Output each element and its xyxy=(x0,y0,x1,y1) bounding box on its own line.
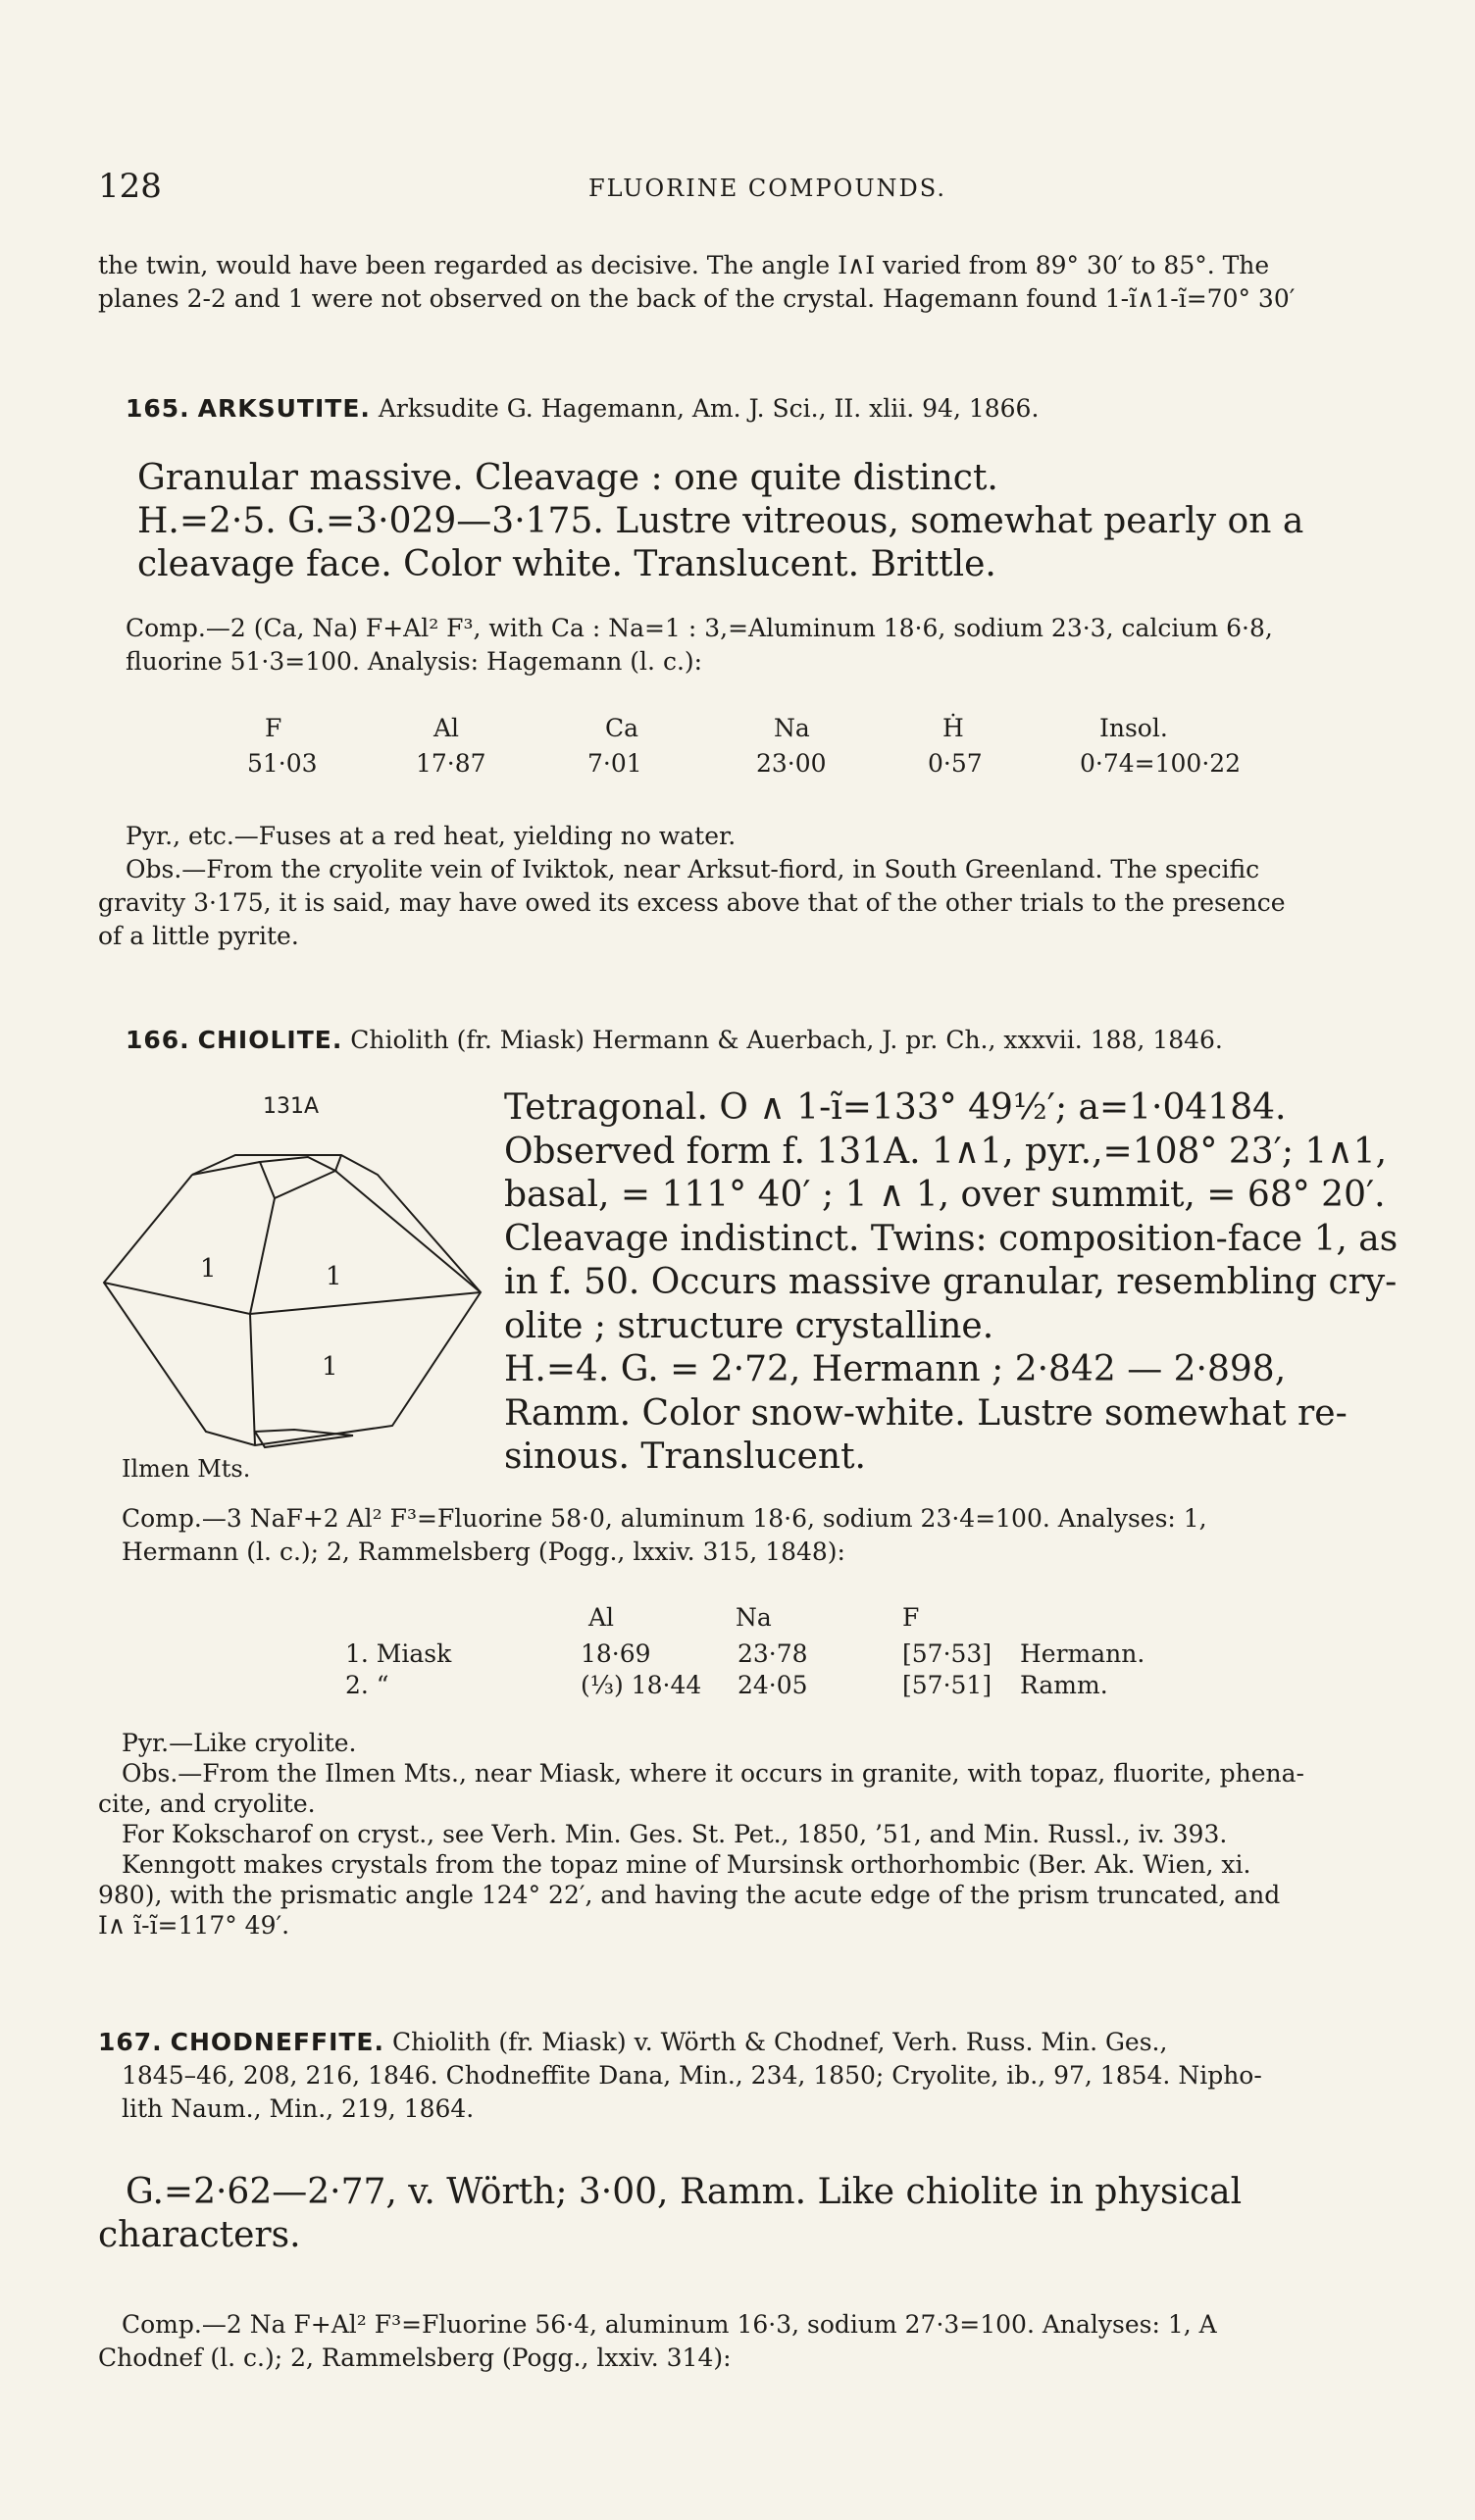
mineral-name: CHIOLITE. xyxy=(197,1026,343,1054)
text-line: H.=2·5. G.=3·029—3·175. Lustre vitreous, somewhat pearly on a xyxy=(137,501,1304,541)
column-header: Ḣ xyxy=(942,713,964,742)
table-cell: (⅓) 18·44 xyxy=(581,1670,702,1699)
text-line: Cleavage indistinct. Twins: composition-face 1, as xyxy=(504,1218,1399,1259)
arksutite-analysis-values xyxy=(247,749,1241,778)
chiolite-description xyxy=(504,1086,1446,1480)
text-line: 1845–46, 208, 216, 1846. Chodneffite Dana, Min., 234, 1850; Cryolite, ib., 97, 1854. Nipho- xyxy=(122,2061,1262,2090)
column-header: Na xyxy=(736,1602,772,1632)
table-cell: 18·69 xyxy=(581,1638,651,1668)
text-line: olite ; structure crystalline. xyxy=(504,1305,994,1346)
column-header xyxy=(345,1598,588,1636)
section-number: 167. xyxy=(98,2028,163,2056)
table-cell: 0·74=100·22 xyxy=(1080,749,1242,778)
face-label: 1 xyxy=(200,1254,217,1284)
mineral-name: ARKSUTITE. xyxy=(197,394,371,423)
table-row xyxy=(345,1638,1144,1669)
text-line: Comp.—2 Na F+Al² F³=Fluorine 56·4, aluminum 16·3, sodium 27·3=100. Analyses: 1, A xyxy=(122,2310,1217,2339)
section-heading-chiolite xyxy=(126,1024,1223,1057)
heading-reference: Chiolith (fr. Miask) v. Wörth & Chodnef, Verh. Russ. Min. Ges., xyxy=(391,2028,1168,2056)
text-line: I∧ ĩ-ĩ=117° 49′. xyxy=(98,1911,290,1940)
text-line: in f. 50. Occurs massive granular, resembling cry- xyxy=(504,1262,1398,1302)
table-cell: [57·51] xyxy=(902,1670,992,1699)
text-line: Ramm. Color snow-white. Lustre somewhat re- xyxy=(504,1392,1348,1434)
table-cell: Hermann. xyxy=(1020,1638,1145,1668)
mineral-name: CHODNEFFITE. xyxy=(170,2028,385,2056)
table-cell: 23·78 xyxy=(738,1638,808,1668)
table-cell: [57·53] xyxy=(902,1638,992,1668)
crystal-edge xyxy=(250,1314,255,1445)
text-line: For Kokscharof on cryst., see Verh. Min. Ges. St. Pet., 1850, ’51, and Min. Russl., iv. 393. xyxy=(122,1820,1228,1848)
column-header: Al xyxy=(588,1602,615,1632)
figure-label: 131A xyxy=(263,1094,320,1119)
section-number: 165. xyxy=(126,394,190,423)
figure-caption: Ilmen Mts. xyxy=(122,1455,251,1483)
text-line: Observed form f. 131A. 1∧1, pyr.,=108° 23′; 1∧1, xyxy=(504,1131,1388,1172)
table-cell: 1. Miask xyxy=(345,1638,452,1668)
table-cell: 17·87 xyxy=(416,749,486,778)
text-line: Obs.—From the cryolite vein of Iviktok, near Arksut-fiord, in South Greenland. The specific xyxy=(126,855,1260,883)
table-row xyxy=(345,1669,1144,1700)
arksutite-description xyxy=(137,457,1451,586)
text-line: Hermann (l. c.); 2, Rammelsberg (Pogg., lxxiv. 315, 1848): xyxy=(122,1537,845,1566)
column-header: Insol. xyxy=(1099,713,1168,742)
table-cell: Ramm. xyxy=(1020,1670,1108,1699)
chiolite-analysis-rows xyxy=(345,1638,1144,1700)
face-label: 1 xyxy=(326,1262,342,1291)
column-header: F xyxy=(265,713,282,742)
text-line: basal, = 111° 40′ ; 1 ∧ 1, over summit, = 68° 20′. xyxy=(504,1175,1386,1215)
running-title: FLUORINE COMPOUNDS. xyxy=(588,175,946,202)
face-label: 1 xyxy=(322,1352,338,1382)
text-line: lith Naum., Min., 219, 1864. xyxy=(122,2094,475,2123)
heading-reference: Chiolith (fr. Miask) Hermann & Auerbach, J. pr. Ch., xxxvii. 188, 1846. xyxy=(350,1026,1223,1054)
arksutite-notes xyxy=(98,820,1440,953)
chodneffite-composition xyxy=(98,2308,1451,2375)
text-line: G.=2·62—2·77, v. Wörth; 3·00, Ramm. Like chiolite in physical xyxy=(126,2172,1243,2212)
text-line: cite, and cryolite. xyxy=(98,1789,316,1818)
text-line: 980), with the prismatic angle 124° 22′, and having the acute edge of the prism truncated, and xyxy=(98,1881,1281,1909)
table-cell: 24·05 xyxy=(738,1670,808,1699)
column-header: Ca xyxy=(605,713,639,742)
table-cell: 2. “ xyxy=(345,1670,389,1699)
text-line: H.=4. G. = 2·72, Hermann ; 2·842 — 2·898, xyxy=(504,1349,1287,1389)
crystal-edge xyxy=(250,1198,275,1314)
text-line: the twin, would have been regarded as decisive. The angle I∧I varied from 89° 30′ to 85°. The xyxy=(98,251,1270,279)
text-line: planes 2-2 and 1 were not observed on the back of the crystal. Hagemann found 1-ĩ∧1-ĩ=70° 30′ xyxy=(98,284,1296,313)
pyr-text: Pyr.—Like cryolite. xyxy=(122,1729,357,1757)
text-line: fluorine 51·3=100. Analysis: Hagemann (l. c.): xyxy=(126,647,703,676)
section-heading-chodneffite xyxy=(98,2026,1451,2126)
text-line: sinous. Translucent. xyxy=(504,1436,866,1477)
column-header: Al xyxy=(433,713,460,742)
section-heading-arksutite xyxy=(126,392,1039,426)
section-number: 166. xyxy=(126,1026,190,1054)
intro-text xyxy=(98,249,1432,316)
chiolite-notes xyxy=(98,1728,1446,1940)
crystal-edge xyxy=(335,1171,481,1292)
text-line: of a little pyrite. xyxy=(98,922,299,950)
chodneffite-description xyxy=(98,2171,1451,2257)
column-header: Na xyxy=(774,713,810,742)
table-cell: 23·00 xyxy=(756,749,827,778)
text-line: Comp.—2 (Ca, Na) F+Al² F³, with Ca : Na=1 : 3,=Aluminum 18·6, sodium 23·3, calcium 6·8, xyxy=(126,614,1273,642)
table-cell: 51·03 xyxy=(247,749,318,778)
crystal-edge xyxy=(104,1283,250,1314)
chiolite-analysis-table xyxy=(345,1598,919,1636)
crystal-top-face xyxy=(260,1157,335,1198)
text-line: characters. xyxy=(98,2215,301,2255)
table-cell: 0·57 xyxy=(928,749,983,778)
text-line: gravity 3·175, it is said, may have owed its excess above that of the other trials to the presence xyxy=(98,888,1286,917)
text-line: Tetragonal. O ∧ 1-ĩ=133° 49½′; a=1·04184. xyxy=(504,1087,1287,1128)
page-number: 128 xyxy=(98,167,162,206)
text-line: Obs.—From the Ilmen Mts., near Miask, where it occurs in granite, with topaz, fluorite, phena- xyxy=(122,1759,1304,1788)
chiolite-composition xyxy=(122,1502,1446,1569)
crystal-figure xyxy=(98,1098,490,1490)
heading-reference: Arksudite G. Hagemann, Am. J. Sci., II. xlii. 94, 1866. xyxy=(378,394,1040,423)
text-line: Kenngott makes crystals from the topaz mine of Mursinsk orthorhombic (Ber. Ak. Wien, xi. xyxy=(122,1850,1251,1879)
arksutite-composition xyxy=(126,612,1440,679)
crystal-edge xyxy=(250,1292,481,1314)
text-line: Granular massive. Cleavage : one quite distinct. xyxy=(137,458,998,498)
crystal-outline xyxy=(104,1155,481,1445)
text-line: cleavage face. Color white. Translucent. Brittle. xyxy=(137,544,996,584)
arksutite-analysis-table xyxy=(265,708,1168,747)
table-cell: 7·01 xyxy=(587,749,642,778)
text-line: Comp.—3 NaF+2 Al² F³=Fluorine 58·0, aluminum 18·6, sodium 23·4=100. Analyses: 1, xyxy=(122,1504,1207,1533)
text-line: Chodnef (l. c.); 2, Rammelsberg (Pogg., lxxiv. 314): xyxy=(98,2344,732,2372)
pyr-text: Pyr., etc.—Fuses at a red heat, yielding no water. xyxy=(126,822,737,850)
column-header: F xyxy=(902,1602,920,1632)
